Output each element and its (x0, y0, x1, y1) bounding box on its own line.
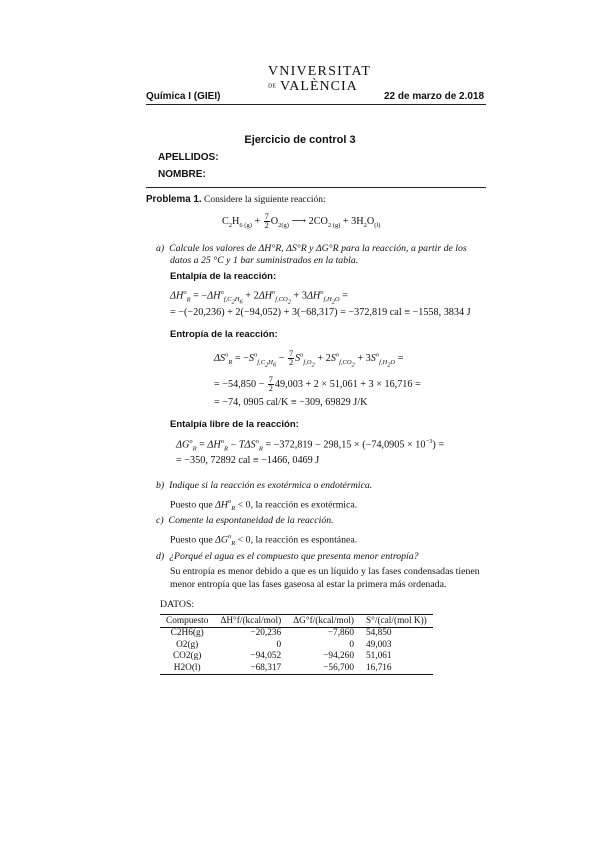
part-c-answer: Puesto que $\Delta G^o_R < 0$, la reacción es espontánea. (170, 533, 358, 548)
table-cell-compound: C2H6(g) (170, 628, 204, 638)
table-cell-compound: H2O(l) (160, 663, 214, 675)
apellidos-label: APELLIDOS (158, 152, 216, 163)
table-cell-dg: −7,860 (327, 628, 354, 638)
table-row (160, 651, 433, 663)
university-name-line2: VALÈNCIA (280, 79, 358, 94)
problem-text: Considere la siguiente reacción: (204, 195, 326, 205)
part-a-question-line2: datos a 25 °C y 1 bar suministrados en la tabla. (170, 255, 359, 266)
table-cell-s: 51,061 (365, 651, 392, 661)
table-header-dg: ΔG°f/(kcal/mol) (287, 615, 360, 628)
enthalpy-formula: $\Delta H^o_R = -\Delta H^o_{f,C_2H_6} + 2\Delta H^o_{f,CO_2} + 3\Delta H^o_{f,H_2O}$ = (170, 289, 348, 306)
course-name: Química I (GIEI) (146, 91, 221, 102)
part-a-letter: a) (156, 243, 165, 254)
part-d-question (156, 550, 419, 563)
nombre-field[interactable]: NOMBRE: (158, 169, 206, 180)
part-b-answer: Puesto que $\Delta H^o_R < 0$, la reacción es exotérmica. (170, 498, 358, 513)
table-cell-dh: −20,236 (250, 628, 282, 638)
part-b-question-text: Indique si la reacción es exotérmica o endotérmica. (169, 480, 373, 491)
enthalpy-heading: Entalpía de la reacción: (170, 271, 277, 282)
header-rule (146, 104, 486, 105)
part-c-letter: c) (156, 515, 164, 526)
table-cell-s: 54,850 (365, 628, 392, 638)
table-cell-dh: −94,052 (250, 651, 282, 661)
gibbs-result: = −350, 72892 cal ≡ −1466, 0469 J (176, 455, 320, 466)
problem-label: Problema 1. (146, 194, 202, 205)
section-rule (146, 187, 486, 188)
reaction-equation: $C_2H_{6 (g)}$ + $\frac{7}{2}$ $O_{2(g)}$ ⟶ $2CO_{2 (g)} + 3H_2O_{(l)}$ (222, 212, 381, 230)
table-cell-s: 16,716 (360, 663, 433, 675)
entropy-substitution: = −54,850 − $\frac{7}{2}$ 49,003 + 2 × 51,061 + 3 × 16,716 = (214, 375, 421, 393)
university-prefix: DE (268, 83, 276, 90)
part-d-question-text: ¿Porqué el agua es el compuesto que presenta menor entropía? (169, 551, 419, 562)
table-header-s: S°/(cal/(mol K)) (360, 615, 433, 628)
part-b-letter: b) (156, 480, 165, 491)
thermo-data-table (160, 614, 433, 675)
table-cell-compound: O2(g) (176, 639, 199, 650)
part-d-answer-line2: menor entropía que las fases gaseosa al estar la primera más ordenada. (170, 579, 447, 590)
gibbs-heading: Entalpía libre de la reacción: (170, 419, 299, 430)
enthalpy-result: = −(−20,236) + 2(−94,052) + 3(−68,317) = −372,819 cal ≡ −1558, 3834 J (170, 307, 471, 318)
part-d-answer-line1: Su entropía es menor debido a que es un líquido y las fases condensadas tienen (170, 566, 480, 577)
table-row (160, 663, 433, 675)
university-logo (268, 64, 372, 94)
table-cell-dh: −68,317 (214, 663, 287, 675)
problem-statement (146, 193, 326, 207)
table-header-dh: ΔH°f/(kcal/mol) (214, 615, 287, 628)
entropy-result: = −74, 0905 cal/K ≡ −309, 69829 J/K (214, 397, 368, 408)
entropy-heading: Entropía de la reacción: (170, 329, 278, 340)
part-c-answer-suffix: , la reacción es espontánea. (250, 534, 358, 546)
table-row (160, 640, 433, 652)
datos-label: DATOS: (160, 599, 195, 610)
page-title: Ejercicio de control 3 (244, 134, 356, 146)
table-cell-dh: 0 (276, 639, 282, 650)
part-d-letter: d) (156, 551, 165, 562)
table-header-compound: Compuesto (160, 615, 214, 628)
part-b-answer-suffix: , la reacción es exotérmica. (250, 499, 358, 511)
part-a-question-line1: Calcule los valores de ΔH°R, ΔS°R y ΔG°R para la reacción, a partir de los (169, 243, 467, 254)
part-c-question-text: Comente la espontaneidad de la reacción. (168, 515, 334, 526)
exam-date: 22 de marzo de 2.018 (384, 91, 485, 102)
entropy-formula: $\Delta S^o_R = -S^o_{f,C_2H_6}$ − $\frac{7}{2}$ $S^o_{f,O_2} + 2S^o_{f,CO_2} + 3S^o_{f,H_2O}$ = (214, 349, 404, 369)
table-cell-s: 49,003 (365, 639, 392, 650)
gibbs-formula: $\Delta G^o_R = \Delta H^o_R - T\Delta S^o_R = -372,819 - 298,15 \times (-74,0905 \times 10^{-3})$ = (176, 438, 445, 453)
table-cell-dg: −56,700 (287, 663, 360, 675)
table-cell-compound: CO2(g) (172, 651, 202, 661)
part-b-question (156, 479, 372, 492)
apellidos-field[interactable]: APELLIDOS: (158, 152, 219, 163)
university-name-line1: VNIVERSITAT (268, 64, 372, 79)
part-c-question (156, 514, 334, 527)
table-row (160, 628, 433, 640)
table-cell-dg: −94,260 (323, 651, 354, 661)
table-cell-dg: 0 (349, 639, 354, 650)
nombre-label: NOMBRE (158, 169, 203, 180)
